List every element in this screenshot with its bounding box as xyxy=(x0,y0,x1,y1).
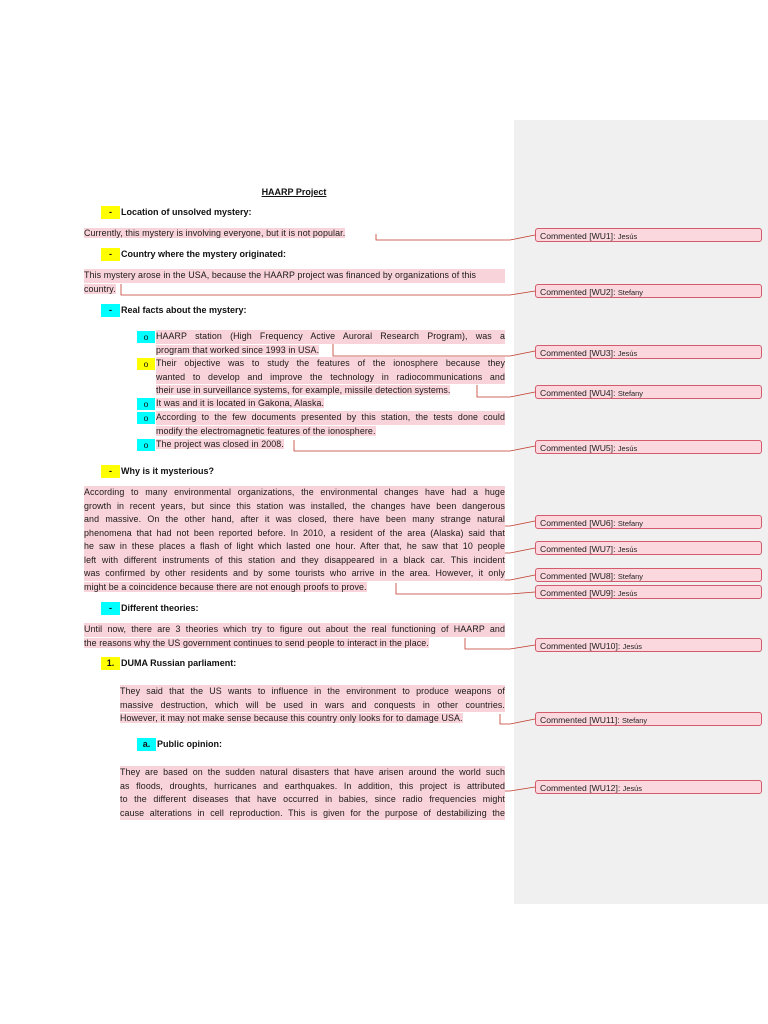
commented-text-line[interactable]: HAARP station (High Frequency Active Auroral Research Program), was a xyxy=(156,330,505,344)
comment-author: Jesús xyxy=(622,642,642,651)
commented-text-line[interactable]: he saw in these places a flash of light which lasted one hour. After that, he saw that 10 people xyxy=(84,540,505,554)
commented-text-line[interactable]: Their objective was to study the features of the ionosphere because they xyxy=(156,357,505,371)
list-marker: o xyxy=(137,439,155,451)
commented-text-line[interactable]: Until now, there are 3 theories which try to figure out about the real functioning of HAARP and xyxy=(84,623,505,637)
comment-label: Commented [WU4]: xyxy=(540,388,616,398)
comment-author: Stefany xyxy=(617,389,643,398)
commented-text-line[interactable]: country. xyxy=(84,283,116,294)
commented-text-line[interactable]: They said that the US wants to influence in the environment to produce weapons of xyxy=(120,685,505,699)
commented-text-line[interactable]: According to the few documents presented by this station, the tests done could xyxy=(156,411,505,425)
comment-balloon-wu10[interactable] xyxy=(535,638,762,652)
comment-author: Jesús xyxy=(617,545,638,554)
commented-text-line[interactable]: phenomena that had not been reported before. In 2010, a resident of the area (Alaska) said that xyxy=(84,527,505,541)
list-marker: o xyxy=(137,412,155,424)
comment-balloon-wu8[interactable] xyxy=(535,568,762,582)
comment-author: Jesús xyxy=(617,232,638,241)
heading-text: Why is it mysterious? xyxy=(121,466,215,476)
comment-author: Stefany xyxy=(617,572,643,581)
list-marker: o xyxy=(137,331,155,343)
commented-text-line[interactable]: wanted to develop and improve the technology in radiocommunications and xyxy=(156,371,505,385)
comment-label: Commented [WU11]: xyxy=(540,715,620,725)
comment-label: Commented [WU5]: xyxy=(540,443,616,453)
comment-author: Jesús xyxy=(617,349,638,358)
comment-balloon-wu7[interactable] xyxy=(535,541,762,555)
commented-text-line[interactable]: might be a coincidence because there are not enough proofs to prove. xyxy=(84,581,367,592)
commented-text-line[interactable]: left with different instruments of this station and they disappeared in a black car. This incident xyxy=(84,554,505,568)
dash-marker: - xyxy=(101,206,120,219)
commented-text-line[interactable]: the reasons why the US government continues to send people to interact in the place. xyxy=(84,637,429,648)
paragraph xyxy=(84,486,505,594)
comment-author: Jesús xyxy=(617,589,638,598)
comment-balloon-wu5[interactable] xyxy=(535,440,762,454)
commented-text-line[interactable]: It was and it is located in Gakona, Alaska. xyxy=(156,398,325,408)
list-item xyxy=(156,357,505,398)
commented-text-line[interactable]: They are based on the sudden natural disasters that have arisen around the world such xyxy=(120,766,505,780)
comment-label: Commented [WU7]: xyxy=(540,544,616,554)
comment-balloon-wu3[interactable] xyxy=(535,345,762,359)
paragraph xyxy=(120,766,505,820)
paragraph xyxy=(120,685,505,726)
number-marker: 1. xyxy=(101,657,120,670)
comment-balloon-wu9[interactable] xyxy=(535,585,762,599)
comment-author: Jesús xyxy=(617,444,638,453)
commented-text-line[interactable]: program that worked since 1993 in USA. xyxy=(156,344,320,355)
commented-text-line[interactable]: massive destruction, which will be used in wars and conquests in other countries. xyxy=(120,699,505,713)
heading-text: Location of unsolved mystery: xyxy=(121,207,252,217)
comment-label: Commented [WU10]: xyxy=(540,641,621,651)
heading-text: DUMA Russian parliament: xyxy=(121,658,237,668)
commented-text-line[interactable]: However, it may not make sense because this country only looks for to damage USA. xyxy=(120,713,463,723)
commented-text-line[interactable]: was confirmed by other residents and by some tourists who arrive in the area. However, it only xyxy=(84,567,505,581)
section-heading-country xyxy=(101,248,401,261)
commented-text-line[interactable]: their use in surveillance systems, for example, missile detection systems. xyxy=(156,385,451,395)
comment-balloon-wu2[interactable] xyxy=(535,284,762,298)
comment-label: Commented [WU9]: xyxy=(540,588,616,598)
commented-text-line[interactable]: as floods, droughts, hurricanes and earthquakes. In addition, this project is attributed xyxy=(120,780,505,794)
comment-label: Commented [WU12]: xyxy=(540,783,621,793)
document-title: HAARP Project xyxy=(261,187,327,197)
comment-label: Commented [WU1]: xyxy=(540,231,616,241)
list-item xyxy=(156,411,505,438)
heading-text: Real facts about the mystery: xyxy=(121,305,247,315)
section-heading-theories xyxy=(101,602,401,615)
section-heading-public xyxy=(137,738,437,751)
section-heading-duma xyxy=(101,657,401,670)
heading-text: Country where the mystery originated: xyxy=(121,249,287,259)
dash-marker: - xyxy=(101,248,120,261)
paragraph xyxy=(84,623,505,650)
commented-text-line[interactable]: to the different diseases that have occurred in babies, since radio frequencies might xyxy=(120,793,505,807)
comment-label: Commented [WU3]: xyxy=(540,348,616,358)
commented-text-line[interactable]: The project was closed in 2008. xyxy=(156,439,284,449)
commented-text-line[interactable]: According to many environmental organizations, the environmental changes have had a huge xyxy=(84,486,505,500)
heading-text: Different theories: xyxy=(121,603,199,613)
comment-label: Commented [WU8]: xyxy=(540,571,616,581)
paragraph xyxy=(84,269,505,296)
comment-balloon-wu11[interactable] xyxy=(535,712,762,726)
commented-text[interactable]: Currently, this mystery is involving everyone, but it is not popular. xyxy=(84,228,346,238)
comment-balloon-wu12[interactable] xyxy=(535,780,762,794)
comment-label: Commented [WU2]: xyxy=(540,287,616,297)
dash-marker: - xyxy=(101,602,120,615)
commented-text-line[interactable]: modify the electromagnetic features of the ionosphere. xyxy=(156,425,376,436)
list-item xyxy=(156,397,324,411)
letter-marker: a. xyxy=(137,738,156,751)
comment-balloon-wu6[interactable] xyxy=(535,515,762,529)
commented-text-line[interactable]: cause alterations in cell reproduction. This is given for the purpose of destabilizing the xyxy=(120,807,505,821)
paragraph xyxy=(84,227,345,241)
comment-balloon-wu4[interactable] xyxy=(535,385,762,399)
dash-marker: - xyxy=(101,465,120,478)
comment-author: Jesús xyxy=(622,784,642,793)
section-heading-why xyxy=(101,465,401,478)
heading-text: Public opinion: xyxy=(157,739,222,749)
commented-text-line[interactable]: growth in recent years, but since this station was installed, the changes have been dangerous xyxy=(84,500,505,514)
list-item xyxy=(156,438,284,452)
comment-author: Stefany xyxy=(617,288,643,297)
comment-author: Stefany xyxy=(617,519,643,528)
comment-author: Stefany xyxy=(622,716,648,725)
section-heading-facts xyxy=(101,304,401,317)
section-heading-location xyxy=(101,206,401,219)
commented-text-line[interactable]: This mystery arose in the USA, because the HAARP project was financed by organizations of this xyxy=(84,269,505,283)
commented-text-line[interactable]: and massive. On the other hand, after it was closed, there have been many strange natural xyxy=(84,513,505,527)
comment-label: Commented [WU6]: xyxy=(540,518,616,528)
list-item xyxy=(156,330,505,357)
comment-balloon-wu1[interactable] xyxy=(535,228,762,242)
dash-marker: - xyxy=(101,304,120,317)
list-marker: o xyxy=(137,398,155,410)
list-marker: o xyxy=(137,358,155,370)
